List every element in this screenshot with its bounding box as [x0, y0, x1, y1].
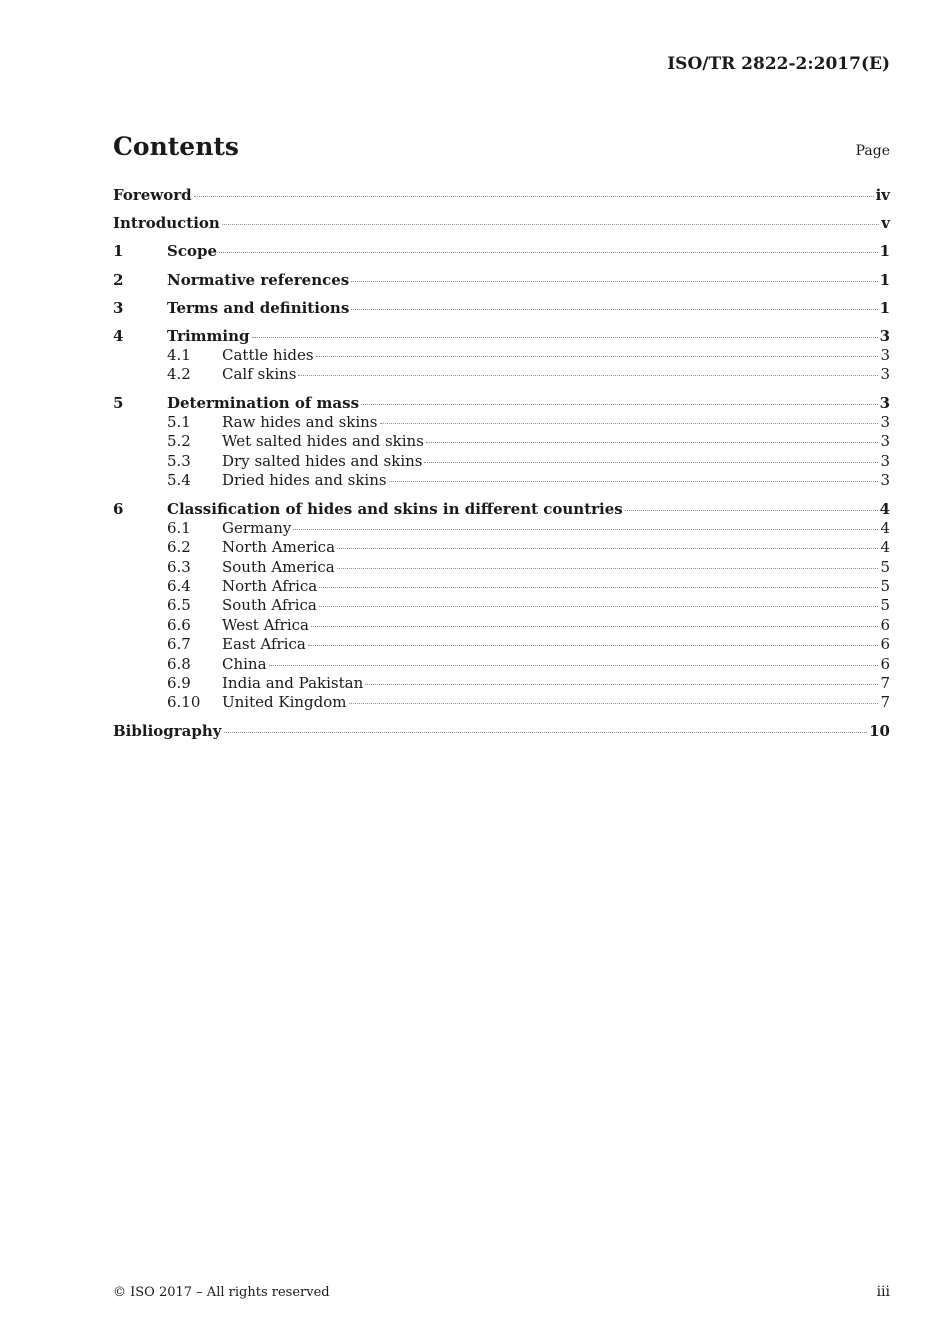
dot-leader	[316, 355, 879, 357]
dot-leader	[625, 509, 878, 511]
toc-entry[interactable]	[113, 519, 890, 538]
toc-entry-label: Dried hides and skins	[222, 471, 387, 490]
toc-entry[interactable]	[113, 299, 890, 318]
dot-leader	[308, 644, 879, 646]
dot-leader	[319, 605, 879, 607]
toc-entry[interactable]	[113, 616, 890, 635]
toc-entry[interactable]	[113, 538, 890, 557]
toc-entry[interactable]	[113, 596, 890, 615]
toc-entry-number: 6.5	[167, 596, 191, 615]
toc-entry[interactable]	[113, 452, 890, 471]
toc-entry-label: United Kingdom	[222, 693, 347, 712]
toc-entry-number: 5.2	[167, 432, 191, 451]
toc-entry-label: Scope	[167, 242, 218, 261]
dot-leader	[337, 567, 879, 569]
toc-entry-label: Germany	[222, 518, 292, 537]
toc-entry-number: 6	[113, 499, 124, 518]
dot-leader	[380, 422, 879, 424]
toc-entry-label: Trimming	[167, 326, 250, 345]
dot-leader	[194, 195, 874, 197]
toc-entry-page: 3	[880, 471, 890, 490]
dot-leader	[365, 683, 878, 685]
toc-entry-number: 6.2	[167, 538, 191, 557]
toc-entry[interactable]	[113, 413, 890, 432]
toc-entry[interactable]	[113, 242, 890, 261]
toc-entry-label: Foreword	[113, 186, 192, 204]
toc-entry-label: China	[222, 654, 267, 673]
dot-leader	[252, 336, 878, 338]
toc-entry-label: Dry salted hides and skins	[222, 451, 423, 470]
toc-entry-page: 4	[879, 499, 890, 518]
toc-entry[interactable]	[113, 674, 890, 693]
toc-entry-page: 4	[880, 538, 890, 557]
toc-entry-number: 5.4	[167, 471, 191, 490]
toc-entry-page: 5	[880, 557, 890, 576]
document-id: ISO/TR 2822-2:2017(E)	[667, 54, 890, 74]
toc-entry[interactable]	[113, 394, 890, 413]
toc-entry-number: 4	[113, 326, 124, 345]
toc-entry-page: 6	[880, 654, 890, 673]
footer-page-number: iii	[876, 1284, 890, 1300]
dot-leader	[293, 528, 878, 530]
toc-entry[interactable]	[113, 558, 890, 577]
toc-entry-page: 7	[880, 674, 890, 692]
toc-entry-page: 3	[880, 345, 890, 364]
toc-entry[interactable]	[113, 365, 890, 384]
toc-entry-page: 6	[880, 615, 890, 634]
toc-entry-page: 3	[880, 432, 890, 451]
dot-leader	[224, 731, 868, 733]
toc-entry-page: 3	[880, 412, 890, 431]
toc-entry[interactable]	[113, 432, 890, 451]
dot-leader	[222, 223, 879, 225]
dot-leader	[426, 441, 879, 443]
toc-entry-number: 6.3	[167, 557, 191, 576]
toc-entry[interactable]	[113, 271, 890, 290]
toc-entry-label: Calf skins	[222, 365, 297, 384]
toc-entry-page: 7	[880, 693, 890, 712]
toc-entry-label: North America	[222, 538, 336, 557]
toc-entry-page: 10	[869, 722, 890, 740]
toc-entry[interactable]	[113, 471, 890, 490]
toc-entry-label: South America	[222, 557, 335, 576]
toc-entry-number: 6.9	[167, 674, 191, 692]
toc-entry-number: 6.7	[167, 635, 191, 654]
dot-leader	[319, 586, 878, 588]
toc-entry-page: 3	[880, 365, 890, 384]
toc-entry[interactable]	[113, 327, 890, 346]
toc-entry-label: Cattle hides	[222, 345, 314, 364]
toc-entry-number: 4.2	[167, 365, 191, 384]
toc-entry-number: 3	[113, 298, 124, 317]
toc-entry-page: 3	[879, 393, 890, 412]
toc-entry-page: 4	[880, 518, 890, 537]
dot-leader	[298, 374, 878, 376]
toc-entry-page: v	[881, 214, 890, 233]
toc-entry[interactable]	[113, 346, 890, 365]
dot-leader	[269, 664, 879, 666]
toc-entry-label: East Africa	[222, 635, 306, 654]
toc-entry-page: 5	[880, 596, 890, 615]
page-column-label: Page	[855, 143, 890, 159]
toc-entry-page: 3	[880, 451, 890, 470]
dot-leader	[389, 480, 879, 482]
toc-entry-number: 6.8	[167, 654, 191, 673]
toc-entry[interactable]	[113, 693, 890, 712]
toc-entry-label: Introduction	[113, 214, 220, 233]
toc-entry-label: Wet salted hides and skins	[222, 432, 424, 451]
dot-leader	[351, 280, 877, 282]
toc-entry-page: 6	[880, 635, 890, 654]
toc-entry-label: Raw hides and skins	[222, 412, 378, 431]
dot-leader	[337, 547, 878, 549]
toc-entry-number: 6.10	[167, 693, 201, 712]
toc-entry[interactable]	[113, 577, 890, 596]
toc-entry-number: 4.1	[167, 345, 191, 364]
toc-entry-page: 3	[879, 326, 890, 345]
toc-entry-number: 6.6	[167, 615, 191, 634]
toc-entry-page: 1	[879, 270, 890, 289]
dot-leader	[349, 702, 879, 704]
page-title: Contents	[113, 132, 240, 161]
toc-entry-number: 1	[113, 242, 124, 261]
toc-entry-number: 5.3	[167, 451, 191, 470]
toc-entry-number: 6.1	[167, 518, 191, 537]
toc-entry-page: 1	[879, 298, 890, 317]
toc-entry-label: Terms and definitions	[167, 298, 350, 317]
toc-entry-label: India and Pakistan	[222, 674, 364, 692]
toc-entry-number: 6.4	[167, 576, 191, 595]
toc-entry-label: South Africa	[222, 596, 317, 615]
toc-entry-label: Classification of hides and skins in different countries	[167, 499, 623, 518]
toc-entry-label: North Africa	[222, 576, 318, 595]
toc-entry-number: 5.1	[167, 412, 191, 431]
dot-leader	[311, 625, 878, 627]
toc-entry[interactable]	[113, 655, 890, 674]
dot-leader	[219, 251, 878, 253]
toc-entry[interactable]	[113, 186, 890, 205]
toc-entry-label: Bibliography	[113, 722, 222, 740]
toc-entry[interactable]	[113, 635, 890, 654]
dot-leader	[424, 461, 878, 463]
dot-leader	[351, 308, 877, 310]
toc-entry-label: Normative references	[167, 270, 350, 289]
toc-entry-number: 5	[113, 393, 124, 412]
dot-leader	[361, 403, 878, 405]
toc-entry-label: Determination of mass	[167, 393, 360, 412]
toc-entry-page: 1	[879, 242, 890, 261]
toc-entry-label: West Africa	[222, 615, 309, 634]
toc-entry[interactable]	[113, 214, 890, 233]
toc-entry-page: iv	[875, 186, 890, 204]
footer-copyright: © ISO 2017 – All rights reserved	[113, 1285, 330, 1300]
toc-entry[interactable]	[113, 500, 890, 519]
table-of-contents	[113, 186, 890, 741]
toc-entry-number: 2	[113, 270, 124, 289]
toc-entry-page: 5	[880, 576, 890, 595]
toc-entry[interactable]	[113, 722, 890, 741]
